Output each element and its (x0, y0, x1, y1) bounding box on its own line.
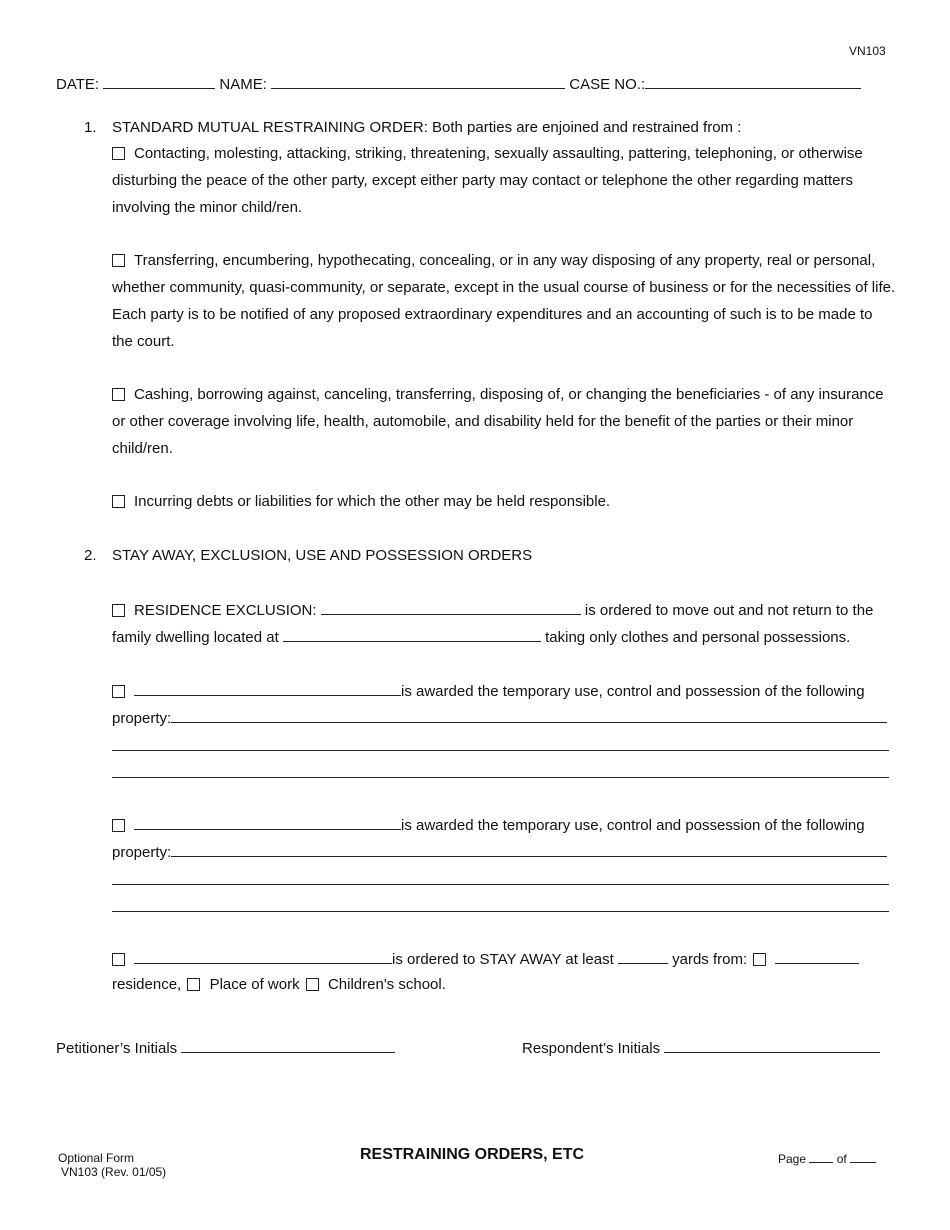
name-label: NAME: (219, 76, 267, 93)
form-code: VN103 (849, 44, 886, 58)
family-dwelling-label: family dwelling located at (112, 629, 279, 646)
page-number-row (778, 1151, 876, 1166)
award-1-property-line-2[interactable] (112, 750, 889, 751)
page-label: Page (778, 1152, 807, 1166)
excluded-party-field[interactable] (321, 600, 581, 615)
petitioner-initials-label: Petitioner’s Initials (56, 1040, 178, 1057)
award-1-property-row (112, 708, 887, 727)
place-of-work-checkbox[interactable] (187, 978, 200, 991)
petitioner-initials-row (56, 1038, 395, 1057)
restraint-debts-checkbox[interactable] (112, 495, 125, 508)
residence-exclusion-line2 (112, 627, 850, 646)
restraint-property-text: Transferring, encumbering, hypothecating, concealing, or in any way disposing of any property, real or personal, whether community, quasi-community, or separate, except in the usual course of business or for the necessities of life. Each party is to be notified of any proposed extraordinary expenditures and an accounting of such is to be made to the court. (112, 252, 896, 350)
name-field[interactable] (271, 74, 565, 89)
optional-form-label: Optional Form (58, 1151, 135, 1165)
stay-away-residence-checkbox[interactable] (753, 953, 766, 966)
case-number-field[interactable] (645, 74, 861, 89)
section2-heading: STAY AWAY, EXCLUSION, USE AND POSSESSION ORDERS (112, 547, 533, 564)
residence-exclusion-label: RESIDENCE EXCLUSION: (134, 602, 317, 619)
award-2-property-label: property: (112, 844, 172, 861)
stay-away-line2 (112, 976, 446, 993)
stay-away-text: is ordered to STAY AWAY at least (392, 951, 614, 968)
award-1-property-field[interactable] (171, 708, 887, 723)
stay-away-line1 (112, 949, 859, 968)
award-1-property-line-3[interactable] (112, 777, 889, 778)
residence-exclusion-text: is ordered to move out and not return to the (584, 602, 874, 619)
award-1-property-label: property: (112, 710, 172, 727)
section1-number: 1. (84, 119, 97, 136)
restraint-insurance-checkbox[interactable] (112, 388, 125, 401)
award-1-text: is awarded the temporary use, control and possession of the following (401, 683, 865, 700)
page-total-field[interactable] (850, 1151, 876, 1163)
header-row (56, 74, 861, 93)
restraint-contact-checkbox[interactable] (112, 147, 125, 160)
award-2-property-field[interactable] (171, 842, 887, 857)
place-of-work-label: Place of work (209, 976, 300, 993)
stay-away-party-field[interactable] (134, 949, 392, 964)
award-2-checkbox[interactable] (112, 819, 125, 832)
page-number-field[interactable] (809, 1151, 833, 1163)
form-revision: VN103 (Rev. 01/05) (61, 1165, 167, 1179)
date-label: DATE: (56, 76, 100, 93)
stay-away-checkbox[interactable] (112, 953, 125, 966)
yards-from-label: yards from: (672, 951, 748, 968)
restraint-item (112, 140, 897, 221)
section2-number: 2. (84, 547, 97, 564)
award-2-property-line-3[interactable] (112, 911, 889, 912)
date-field[interactable] (103, 74, 215, 89)
award-1-line (112, 681, 865, 700)
respondent-initials-field[interactable] (664, 1038, 880, 1053)
award-2-line (112, 815, 865, 834)
respondent-initials-row (522, 1038, 880, 1057)
award-2-party-field[interactable] (134, 815, 401, 830)
petitioner-initials-field[interactable] (181, 1038, 395, 1053)
restraint-property-checkbox[interactable] (112, 254, 125, 267)
dwelling-address-field[interactable] (283, 627, 541, 642)
award-1-party-field[interactable] (134, 681, 401, 696)
residence-exclusion-checkbox[interactable] (112, 604, 125, 617)
restraint-contact-text: Contacting, molesting, attacking, striking, threatening, sexually assaulting, pattering, telephoning, or otherwise disturbing the peace of the other party, except either party may contact or telephone the other regarding matters involving the minor child/ren. (112, 145, 863, 216)
respondent-initials-label: Respondent’s Initials (522, 1040, 661, 1057)
form-title: RESTRAINING ORDERS, ETC (360, 1146, 585, 1163)
possessions-text: taking only clothes and personal possessions. (545, 629, 851, 646)
restraint-debts-text: Incurring debts or liabilities for which the other may be held responsible. (134, 493, 611, 510)
restraint-item (112, 247, 897, 355)
residence-owner-field[interactable] (775, 949, 859, 964)
restraint-item (112, 488, 897, 515)
restraint-item (112, 381, 897, 462)
award-2-text: is awarded the temporary use, control and possession of the following (401, 817, 865, 834)
residence-word: residence, (112, 976, 182, 993)
section1-heading: STANDARD MUTUAL RESTRAINING ORDER: Both parties are enjoined and restrained from : (112, 119, 742, 136)
award-1-checkbox[interactable] (112, 685, 125, 698)
of-label: of (836, 1152, 847, 1166)
case-label: CASE NO.: (569, 76, 646, 93)
childrens-school-label: Children's school. (327, 976, 446, 993)
childrens-school-checkbox[interactable] (306, 978, 319, 991)
yards-field[interactable] (618, 949, 668, 964)
award-2-property-row (112, 842, 887, 861)
restraint-insurance-text: Cashing, borrowing against, canceling, transferring, disposing of, or changing the beneficiaries - of any insurance or other coverage involving life, health, automobile, and disability held for the benefit of the parties or their minor child/ren. (112, 386, 884, 457)
award-2-property-line-2[interactable] (112, 884, 889, 885)
residence-exclusion-line1 (112, 600, 873, 619)
